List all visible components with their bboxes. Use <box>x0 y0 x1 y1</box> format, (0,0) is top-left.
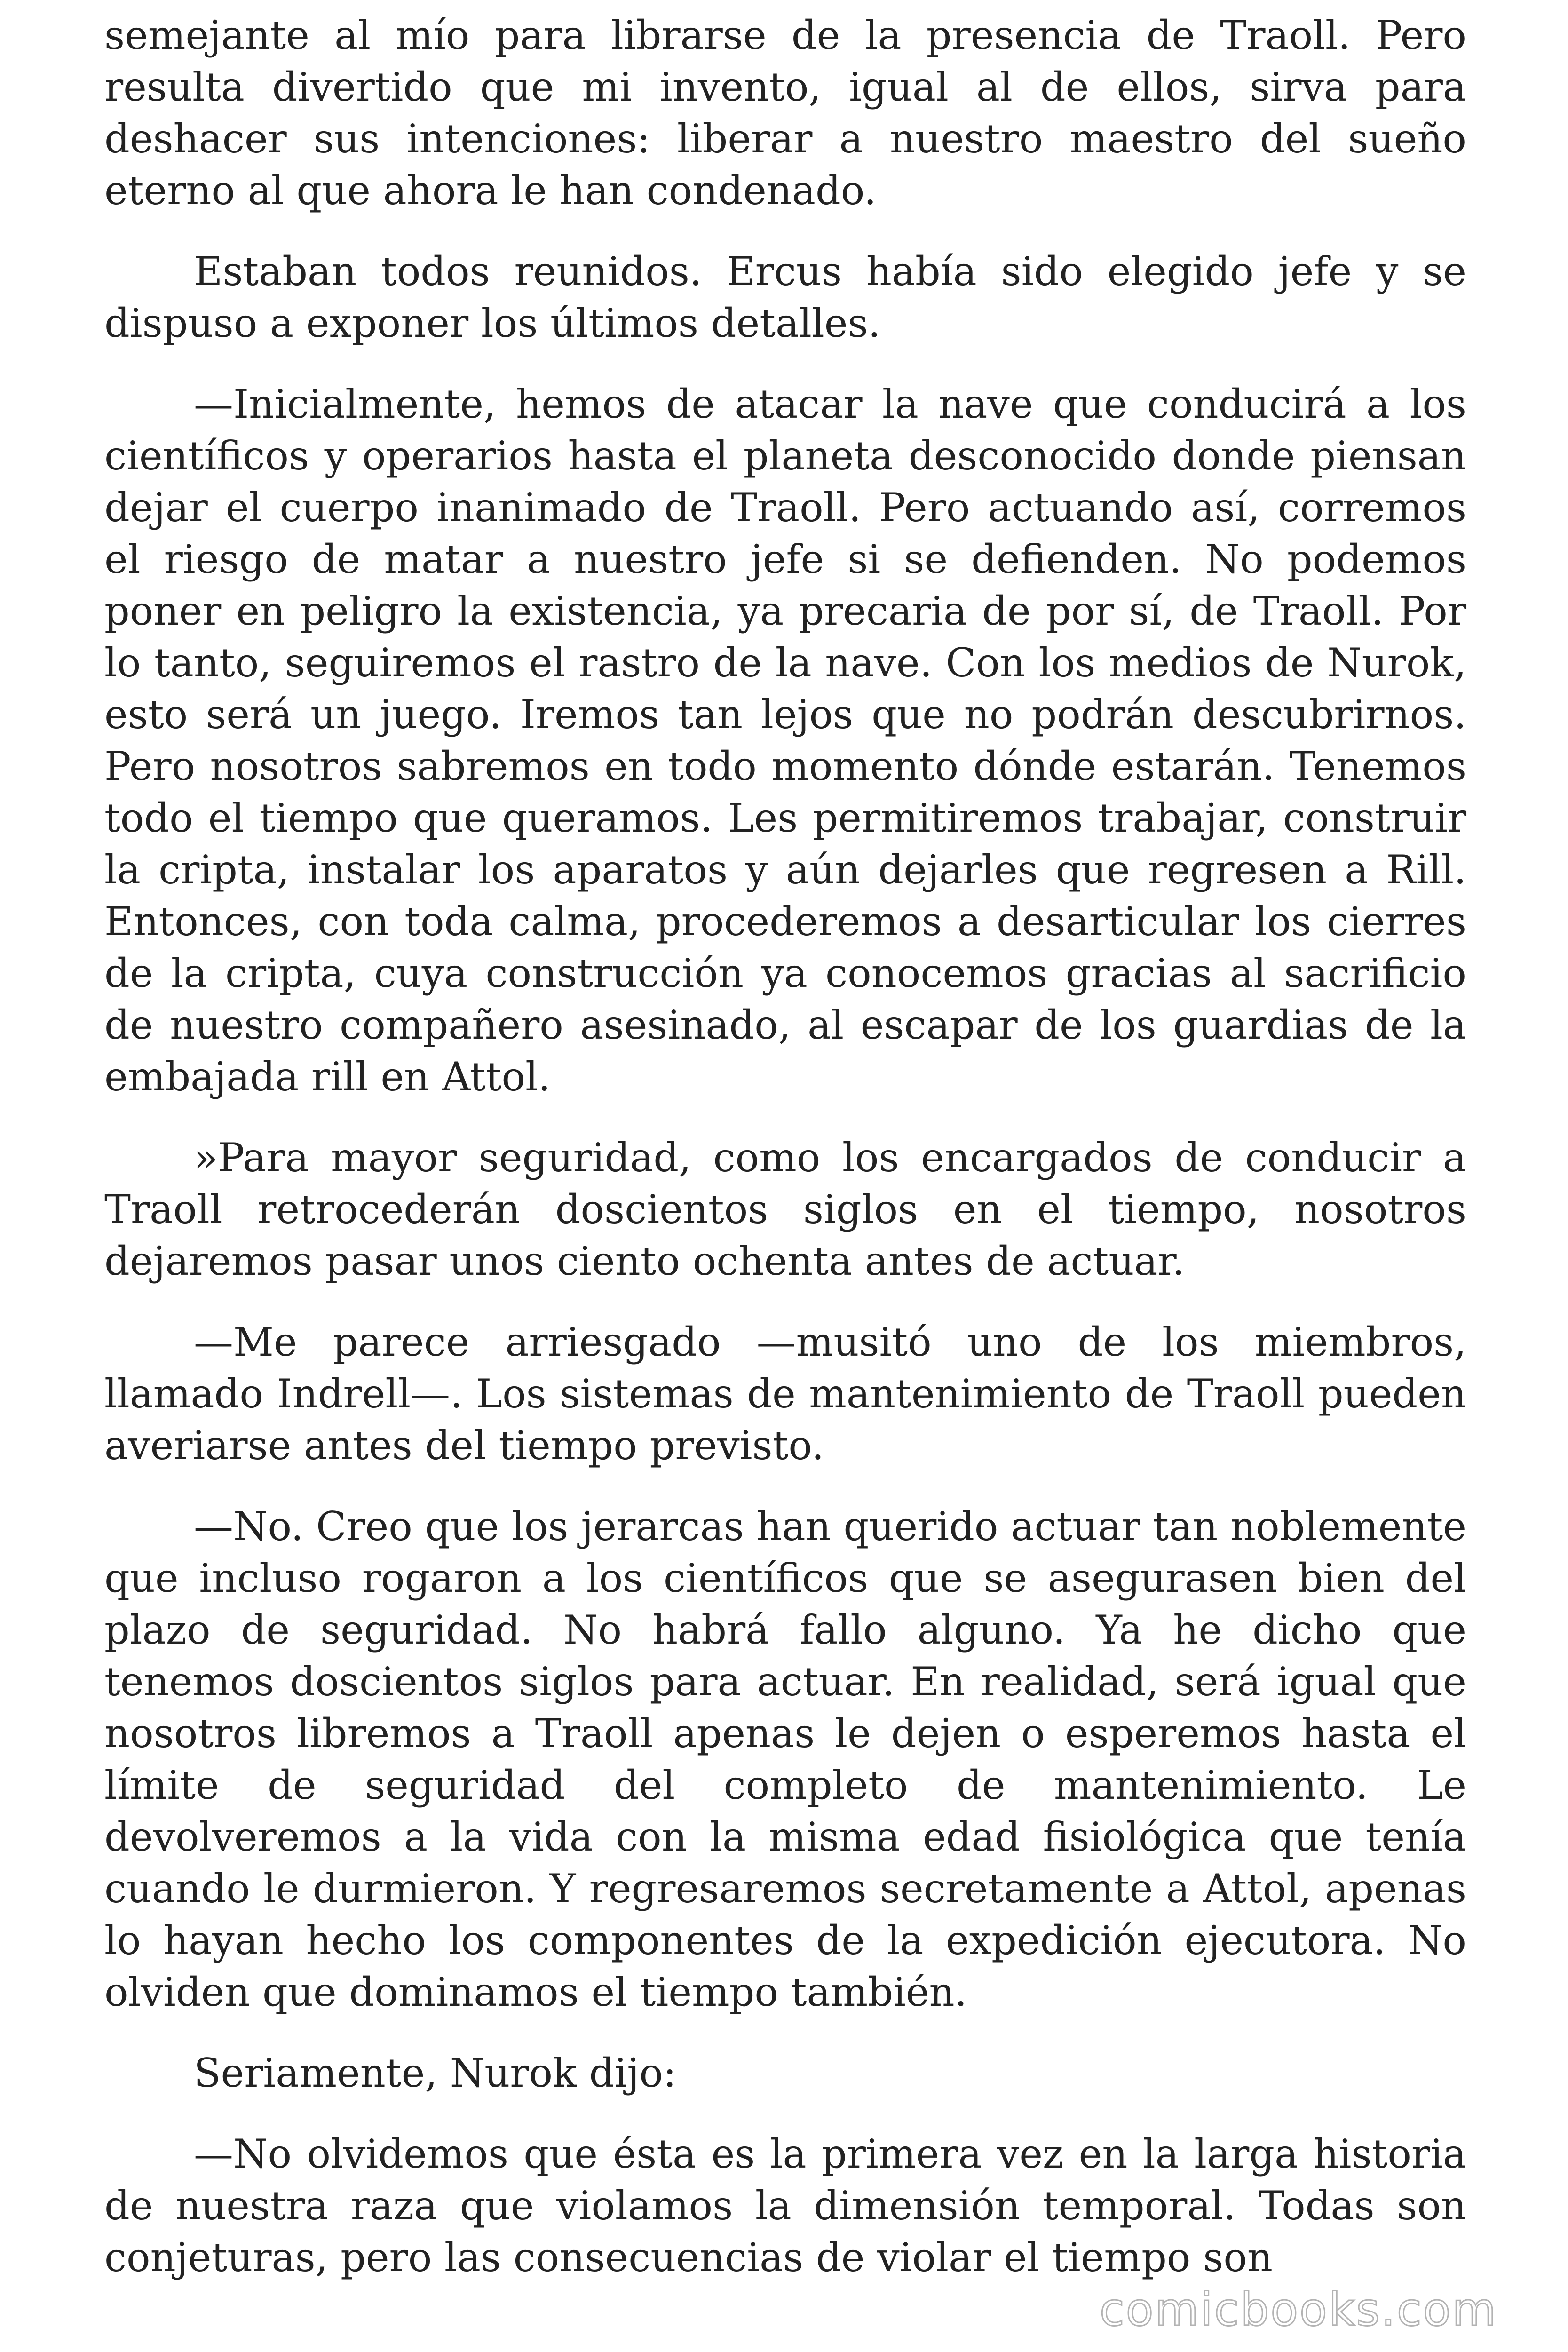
paragraph-5: —Me parece arriesgado —musitó uno de los miembros, llamado Indrell—. Los sistemas de mantenimiento de Traoll pueden averiarse antes del tiempo previsto. <box>104 1319 1466 1469</box>
paragraph-3: —Inicialmente, hemos de atacar la nave que conducirá a los científicos y operarios hasta el planeta desconocido donde piensan dejar el cuerpo inanimado de Traoll. Pero actuando así, corremos el riesgo de matar a nuestro jefe si se defienden. No podemos poner en peligro la existencia, ya precaria de por sí, de Traoll. Por lo tanto, seguiremos el rastro de la nave. Con los medios de Nurok, esto será un juego. Iremos tan lejos que no podrán descubrirnos. Pero nosotros sabremos en todo momento dónde estarán. Tenemos todo el tiempo que queramos. Les permitiremos trabajar, construir la cripta, instalar los aparatos y aún dejarles que regresen a Rill. Entonces, con toda calma, procederemos a desarticular los cierres de la cripta, cuya construcción ya conocemos gracias al sacrificio de nuestro compañero asesinado, al escapar de los guardias de la embajada rill en Attol. <box>104 381 1466 1100</box>
paragraph-2: Estaban todos reunidos. Ercus había sido elegido jefe y se dispuso a exponer los últimos detalles. <box>104 248 1466 346</box>
paragraph-8: —No olvidemos que ésta es la primera vez en la larga historia de nuestra raza que violamos la dimensión temporal. Todas son conjeturas, pero las consecuencias de violar el tiempo son <box>104 2131 1466 2280</box>
paragraph-1: semejante al mío para librarse de la presencia de Traoll. Pero resulta divertido que mi invento, igual al de ellos, sirva para deshacer sus intenciones: liberar a nuestro maestro del sueño eterno al que ahora le han condenado. <box>104 12 1466 214</box>
paragraph-7: Seriamente, Nurok dijo: <box>194 2050 677 2096</box>
watermark-text: comicbooks.com <box>1099 2283 1497 2336</box>
paragraph-6: —No. Creo que los jerarcas han querido actuar tan noblemente que incluso rogaron a los científicos que se asegurasen bien del plazo de seguridad. No habrá fallo alguno. Ya he dicho que tenemos doscientos siglos para actuar. En realidad, será igual que nosotros libremos a Traoll apenas le dejen o esperemos hasta el límite de seguridad del completo de mantenimiento. Le devolveremos a la vida con la misma edad fisiológica que tenía cuando le durmieron. Y regresaremos secretamente a Attol, apenas lo hayan hecho los componentes de la expedición ejecutora. No olviden que dominamos el tiempo también. <box>104 1503 1466 2015</box>
paragraph-4: »Para mayor seguridad, como los encargados de conducir a Traoll retrocederán doscientos siglos en el tiempo, nosotros dejaremos pasar unos ciento ochenta antes de actuar. <box>104 1135 1466 1284</box>
page-body <box>104 9 1466 2283</box>
